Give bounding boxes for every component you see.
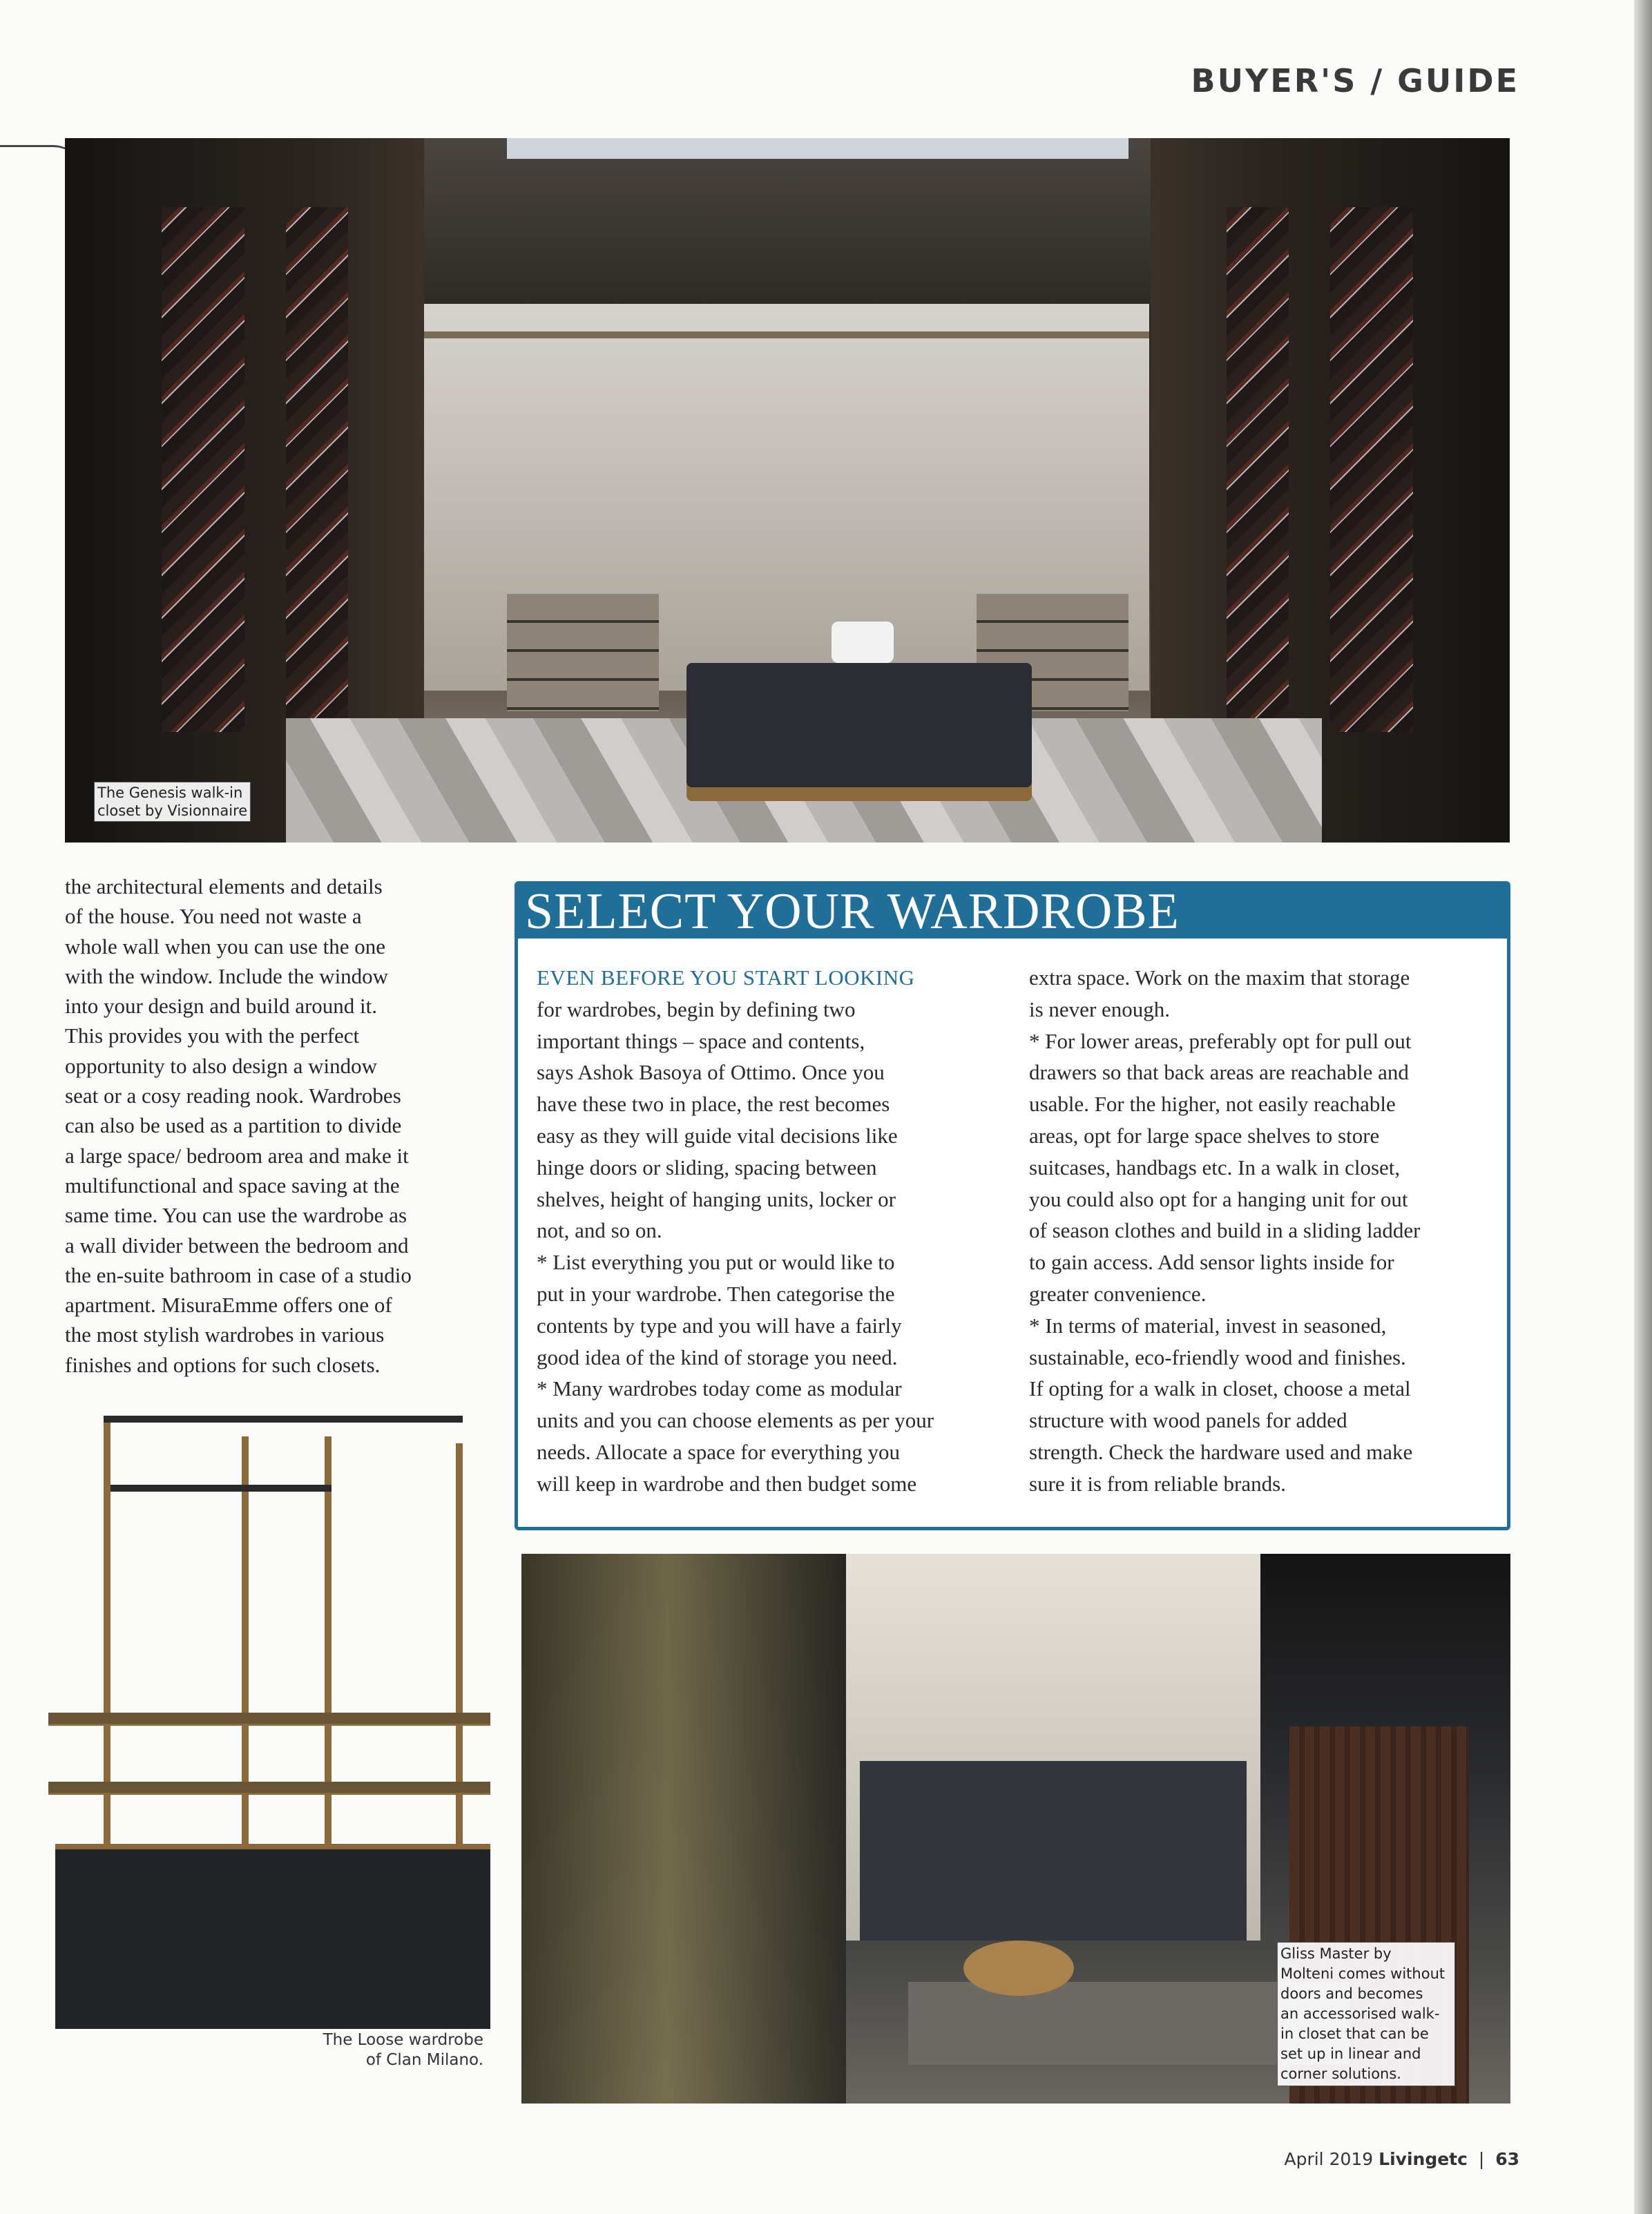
text-line: good idea of the kind of storage you need. (537, 1345, 898, 1369)
caption-line: The Genesis walk-in (97, 784, 243, 801)
text-line: * List everything you put or would like to (537, 1250, 895, 1275)
text-line: with the window. Include the window (65, 963, 389, 988)
text-line: extra space. Work on the maxim that storage (1029, 965, 1410, 990)
caption-line: corner solutions. (1280, 2066, 1401, 2082)
caption-line: an accessorised walk- (1280, 2005, 1440, 2022)
text-line: put in your wardrobe. Then categorise the (537, 1281, 895, 1306)
text-line: areas, opt for large space shelves to store (1029, 1123, 1380, 1148)
wardrobe-top-rail (104, 1416, 463, 1423)
text-line: a wall divider between the bedroom and (65, 1233, 409, 1258)
text-line: seat or a cosy reading nook. Wardrobes (65, 1084, 401, 1108)
text-line: into your design and build around it. (65, 994, 378, 1019)
photo-caption (1277, 1942, 1455, 2086)
caption-line: Gliss Master by (1280, 1945, 1392, 1962)
caption-line: set up in linear and (1280, 2045, 1421, 2062)
text-line: have these two in place, the rest becomes (537, 1092, 890, 1117)
footer-separator: | (1478, 2149, 1485, 2169)
text-line: not, and so on. (537, 1218, 662, 1243)
wardrobe-shelf (48, 1782, 490, 1793)
text-line: a large space/ bedroom area and make it (65, 1143, 409, 1168)
text-line: finishes and options for such closets. (65, 1352, 381, 1377)
caption-line: closet by Visionnaire (97, 802, 248, 819)
caption-line: in closet that can be (1280, 2025, 1429, 2042)
text-line: If opting for a walk in closet, choose a metal (1029, 1376, 1411, 1401)
text-line: contents by type and you will have a fairly (537, 1313, 902, 1338)
text-line: sustainable, eco-friendly wood and finishes. (1029, 1345, 1406, 1369)
photo-glass-panel (521, 1554, 846, 2104)
text-line: * In terms of material, invest in seasoned, (1029, 1313, 1387, 1338)
text-line: of season clothes and build in a sliding ladder (1029, 1218, 1421, 1243)
photo-ottoman (963, 1941, 1074, 1996)
text-line: for wardrobes, begin by defining two (537, 997, 856, 1021)
photo-bench (686, 663, 1032, 787)
marble-panel (286, 207, 348, 732)
text-line: the architectural elements and details (65, 874, 383, 898)
text-line: to gain access. Add sensor lights inside for (1029, 1250, 1394, 1275)
wardrobe-hanging-rail (111, 1485, 332, 1492)
page-number: 63 (1495, 2149, 1519, 2169)
text-line: usable. For the higher, not easily reachable (1029, 1092, 1396, 1117)
text-line: strength. Check the hardware used and make (1029, 1439, 1413, 1464)
gliss-master-photo (521, 1554, 1510, 2104)
sidebar-column-2 (1029, 962, 1499, 1500)
text-line: suitcases, handbags etc. In a walk in closet, (1029, 1155, 1401, 1180)
text-line: opportunity to also design a window (65, 1053, 378, 1078)
sidebar-title: SELECT YOUR WARDROBE (518, 885, 1507, 938)
text-line: shelves, height of hanging units, locker or (537, 1186, 896, 1211)
marble-panel (1227, 207, 1289, 732)
text-line: important things – space and contents, (537, 1028, 865, 1053)
text-line: structure with wood panels for added (1029, 1408, 1347, 1433)
select-wardrobe-sidebar (515, 881, 1510, 1530)
genesis-closet-photo (65, 138, 1510, 843)
text-line: * For lower areas, preferably opt for pull out (1029, 1028, 1412, 1053)
text-line: greater convenience. (1029, 1281, 1207, 1306)
photo-closet-wall (860, 1761, 1247, 1941)
text-line: says Ashok Basoya of Ottimo. Once you (537, 1060, 885, 1085)
text-line: the most stylish wardrobes in various (65, 1322, 385, 1347)
body-text-left (65, 872, 472, 1380)
text-line: needs. Allocate a space for everything you (537, 1439, 900, 1464)
photo-caption (94, 782, 251, 822)
text-line: of the house. You need not waste a (65, 904, 362, 929)
text-line: will keep in wardrobe and then budget some (537, 1471, 917, 1496)
text-line: units and you can choose elements as per your (537, 1408, 934, 1433)
text-line: multifunctional and space saving at the (65, 1173, 400, 1197)
text-line: * Many wardrobes today come as modular (537, 1376, 902, 1401)
text-line: sure it is from reliable brands. (1029, 1471, 1286, 1496)
wardrobe-shelf (48, 1713, 490, 1724)
sidebar-column-1 (537, 962, 1006, 1500)
wardrobe-cabinet (55, 1844, 490, 2029)
text-line: same time. You can use the wardrobe as (65, 1203, 407, 1228)
text-line: is never enough. (1029, 997, 1171, 1021)
magazine-brand: Livingetc (1379, 2149, 1468, 2169)
text-line: apartment. MisuraEmme offers one of (65, 1293, 392, 1318)
caption-line: of Clan Milano. (365, 2051, 483, 2069)
text-line: the en-suite bathroom in case of a studio (65, 1262, 412, 1287)
marble-panel (162, 207, 244, 732)
text-line: whole wall when you can use the one (65, 934, 386, 959)
text-line: drawers so that back areas are reachable and (1029, 1060, 1409, 1085)
photo-handbag (832, 622, 894, 663)
text-line: hinge doors or sliding, spacing between (537, 1155, 877, 1180)
caption-line: The Loose wardrobe (323, 2031, 483, 2049)
wardrobe-caption (276, 2030, 483, 2070)
issue-date: April 2019 (1284, 2149, 1374, 2169)
text-line: This provides you with the perfect (65, 1023, 360, 1048)
text-line: can also be used as a partition to divide (65, 1113, 402, 1138)
marble-panel (1330, 207, 1413, 732)
caption-line: doors and becomes (1280, 1985, 1423, 2002)
loose-wardrobe-photo (48, 1409, 497, 2069)
section-label: BUYER'S / GUIDE (1191, 62, 1519, 99)
photo-skylight (507, 138, 1128, 159)
sidebar-lead: EVEN BEFORE YOU START LOOKING (537, 965, 915, 990)
caption-line: Molteni comes without (1280, 1965, 1446, 1982)
drawer-unit (507, 594, 659, 711)
page-footer (1284, 2149, 1519, 2169)
text-line: easy as they will guide vital decisions like (537, 1123, 898, 1148)
page-edge (1634, 0, 1652, 2214)
upper-shelf (424, 331, 1149, 338)
text-line: you could also opt for a hanging unit for out (1029, 1186, 1408, 1211)
